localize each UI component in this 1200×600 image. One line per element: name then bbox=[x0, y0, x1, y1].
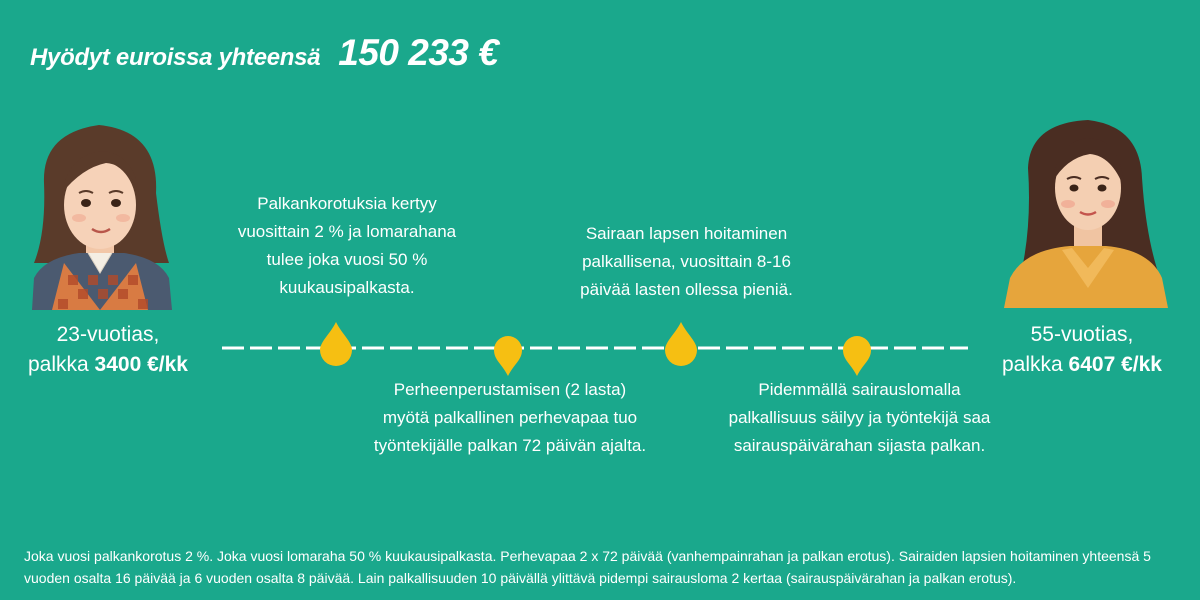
drop-marker-icon bbox=[320, 322, 352, 366]
note-line: sairauspäivärahan sijasta palkan. bbox=[733, 436, 986, 455]
note-line: kuukausipalkasta. bbox=[279, 278, 415, 297]
note-line: vuosittain 2 % ja lomarahana bbox=[237, 222, 457, 241]
start-age: 23-vuotias, bbox=[56, 323, 160, 346]
note-line: palkallisena, vuosittain 8-16 bbox=[582, 252, 791, 271]
note-line: Pidemmällä sairauslomalla bbox=[758, 380, 961, 399]
end-salary-value: 6407 €/kk bbox=[1068, 353, 1162, 376]
drop-marker-icon bbox=[665, 322, 697, 366]
end-age: 55-vuotias, bbox=[1030, 323, 1134, 346]
pin-marker-icon bbox=[494, 336, 522, 376]
note-line: palkallisuus säilyy ja työntekijä saa bbox=[728, 408, 991, 427]
pin-marker-icon bbox=[843, 336, 871, 376]
note-line: Perheenperustamisen (2 lasta) bbox=[393, 380, 627, 399]
note-line: Sairaan lapsen hoitaminen bbox=[585, 224, 788, 243]
note-line: tulee joka vuosi 50 % bbox=[266, 250, 428, 269]
start-salary-value: 3400 €/kk bbox=[94, 353, 188, 376]
footnote: Joka vuosi palkankorotus 2 %. Joka vuosi lomaraha 50 % kuukausipalkasta. Perhevapaa 2 x 72 päivää (vanhempainrahan ja palkan erotus). Sairaiden lapsien hoitaminen yhteensä 5 vuoden osalta 16 päivää ja 6 vuoden osalta 8 päivää. Lain palkallisuuden 10 päivällä ylittävä pidempi sairausloma 2 kertaa (sairauspäivärahan ja palkan erotus). bbox=[24, 548, 1151, 586]
note-line: päivää lasten ollessa pieniä. bbox=[580, 280, 793, 299]
note-line: Palkankorotuksia kertyy bbox=[257, 194, 437, 213]
start-salary-prefix: palkka bbox=[28, 353, 89, 376]
benefits-total-amount: 150 233 € bbox=[338, 32, 499, 73]
benefits-total-label: Hyödyt euroissa yhteensä bbox=[30, 44, 321, 71]
note-line: myötä palkallinen perhevapaa tuo bbox=[382, 408, 638, 427]
note-line: työntekijälle palkan 72 päivän ajalta. bbox=[373, 436, 647, 455]
end-salary-prefix: palkka bbox=[1002, 353, 1063, 376]
